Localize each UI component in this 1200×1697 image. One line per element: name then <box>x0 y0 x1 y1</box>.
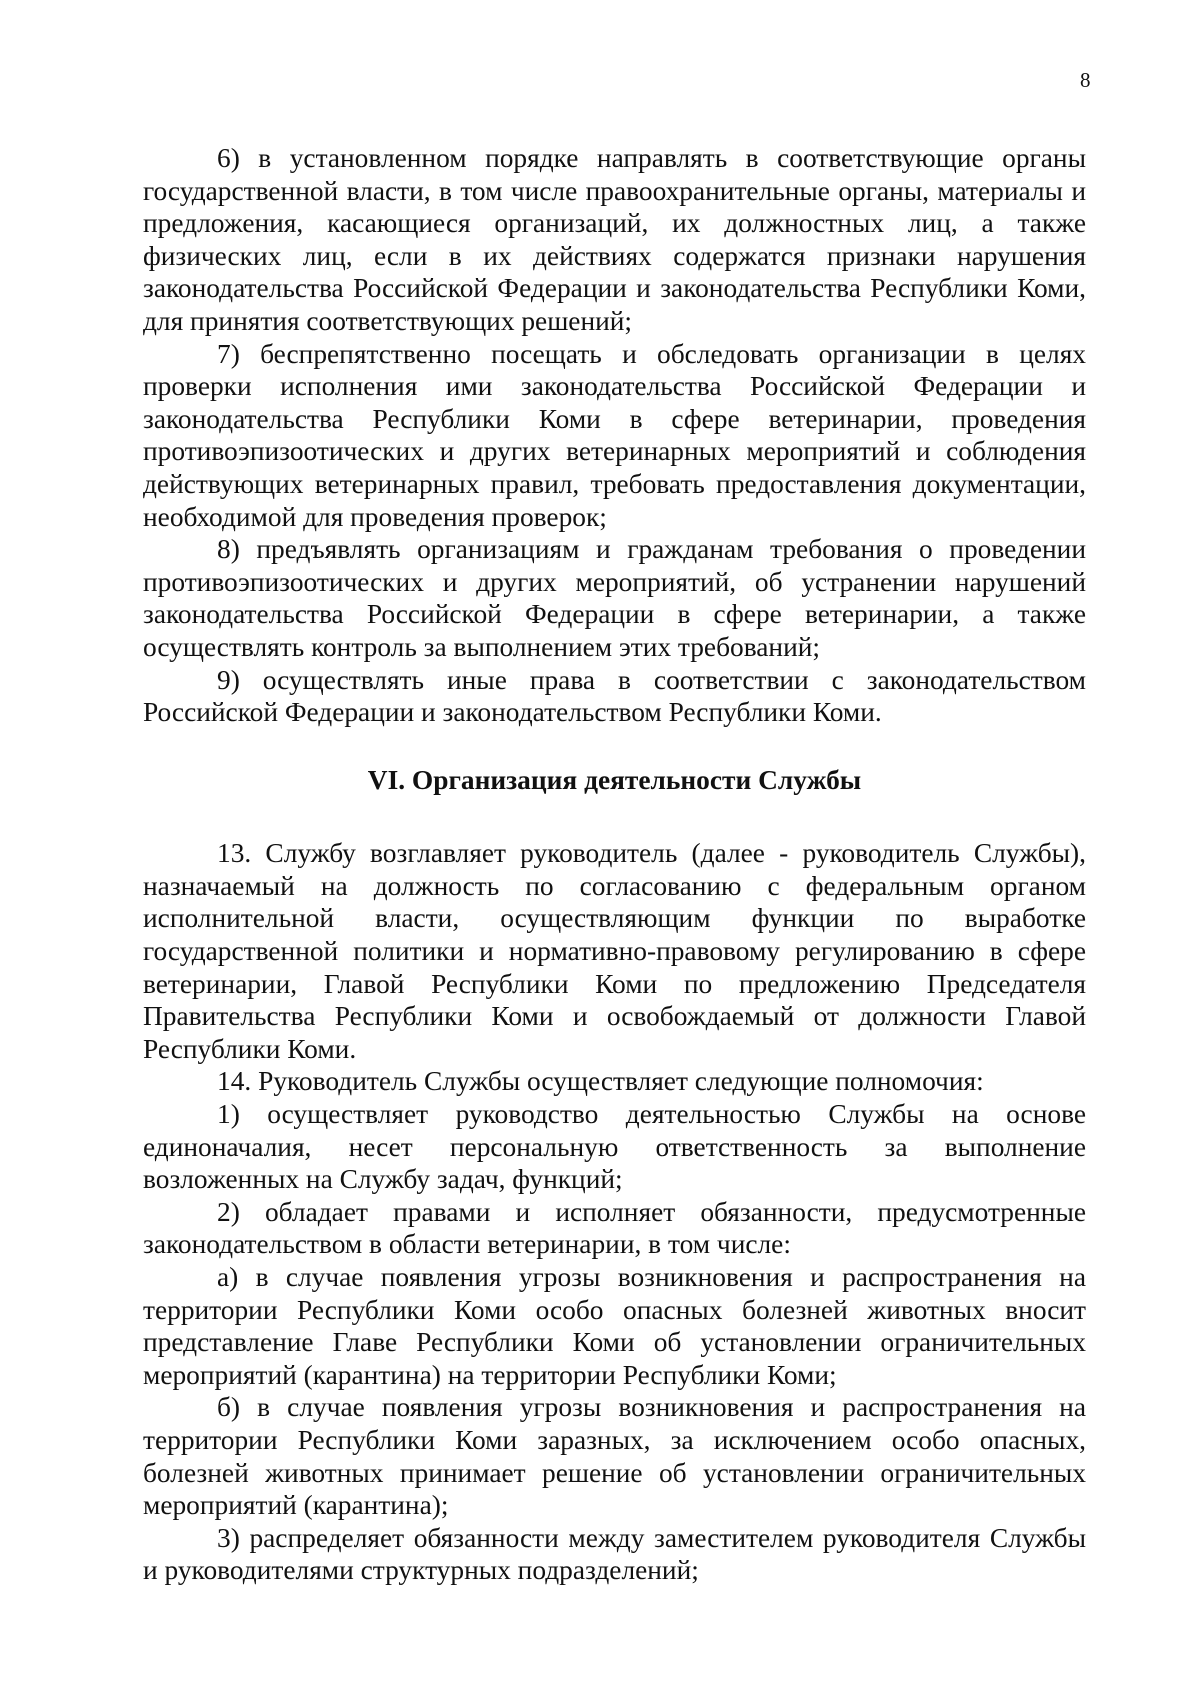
spacer <box>143 796 1086 837</box>
paragraph-14-item-2: 2) обладает правами и исполняет обязанности, предусмотренные законодательством в области ветеринарии, в том числе: <box>143 1196 1086 1260</box>
paragraph-item-9: 9) осуществлять иные права в соответствии с законодательством Российской Федерации и законодательством Республики Коми. <box>143 664 1086 728</box>
paragraph-14-item-1: 1) осуществляет руководство деятельностью Службы на основе единоначалия, несет персональную ответственность за выполнение возложенных на Службу задач, функций; <box>143 1099 1086 1195</box>
paragraph-14-item-2b: б) в случае появления угрозы возникновения и распространения на территории Республики Коми заразных, за исключением особо опасных, болезней животных принимает решение об установлении ограничительных мероприятий (карантина); <box>143 1392 1086 1521</box>
paragraph-14-item-3: 3) распределяет обязанности между заместителем руководителя Службы и руководителями структурных подразделений; <box>143 1522 1086 1586</box>
paragraph-13: 13. Службу возглавляет руководитель (далее - руководитель Службы), назначаемый на должность по согласованию с федеральным органом исполнительной власти, осуществляющим функции по выработке государственной политики и нормативно-правовому регулированию в сфере ветеринарии, Главой Республики Коми по предложению Председателя Правительства Республики Коми и освобождаемый от должности Главой Республики Коми. <box>143 838 1086 1064</box>
paragraph-14-item-2a: а) в случае появления угрозы возникновения и распространения на территории Республики Коми особо опасных болезней животных вносит представление Главе Республики Коми об установлении ограничительных мероприятий (карантина) на территории Республики Коми; <box>143 1262 1086 1390</box>
page-content <box>143 142 1086 1587</box>
spacer <box>143 729 1086 764</box>
page-number: 8 <box>1080 68 1091 92</box>
section-heading: VI. Организация деятельности Службы <box>367 764 862 795</box>
paragraph-item-6: 6) в установленном порядке направлять в соответствующие органы государственной власти, в том числе правоохранительные органы, материалы и предложения, касающиеся организаций, их должностных лиц, а также физических лиц, если в их действиях содержатся признаки нарушения законодательства Российской Федерации и законодательства Республики Коми, для принятия соответствующих решений; <box>143 143 1086 336</box>
paragraph-14: 14. Руководитель Службы осуществляет следующие полномочия: <box>217 1066 984 1097</box>
paragraph-item-7: 7) беспрепятственно посещать и обследовать организации в целях проверки исполнения ими законодательства Российской Федерации и законодательства Республики Коми в сфере ветеринарии, проведения противоэпизоотических и других ветеринарных мероприятий и соблюдения действующих ветеринарных правил, требовать предоставления документации, необходимой для проведения проверок; <box>143 338 1086 532</box>
paragraph-item-8: 8) предъявлять организациям и гражданам требования о проведении противоэпизоотических и других мероприятий, об устранении нарушений законодательства Российской Федерации в сфере ветеринарии, а также осуществлять контроль за выполнением этих требований; <box>143 534 1086 662</box>
